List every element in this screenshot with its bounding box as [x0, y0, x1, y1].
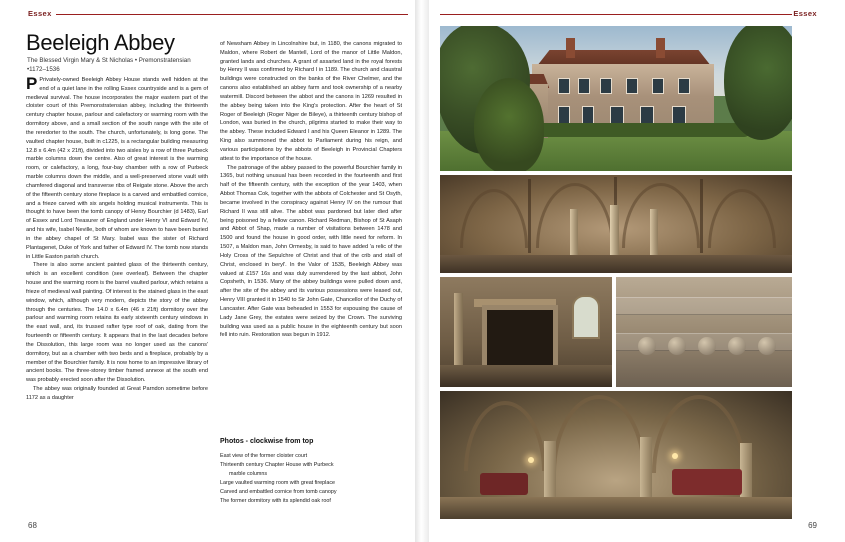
chimney [656, 38, 665, 58]
header-rule-right [440, 14, 792, 15]
carved-angel [638, 337, 656, 355]
window [558, 78, 570, 94]
embattled-cornice-band [616, 297, 792, 315]
window [626, 78, 638, 94]
running-head-left: Essex [28, 9, 52, 18]
purbeck-column [650, 209, 658, 255]
photo-chapter-house-vault [440, 175, 792, 273]
caption-item: The former dormitory with its splendid oak roof [220, 497, 331, 504]
folio-right: 69 [808, 521, 817, 530]
tree [724, 26, 792, 140]
caption-item: Large vaulted warming room with great fireplace [220, 479, 336, 486]
floor [440, 255, 792, 273]
caption-item: Thirteenth century Chapter House with Purbeck [220, 461, 334, 468]
carved-angel [728, 337, 746, 355]
window [640, 106, 654, 124]
floor [440, 497, 792, 519]
paragraph [220, 40, 402, 164]
red-chair [480, 473, 528, 495]
carved-angel [758, 337, 776, 355]
caption-item: East view of the former cloister court [220, 453, 308, 459]
window [558, 106, 570, 124]
stone-background [616, 277, 792, 387]
photo-dormitory-oak-roof [440, 391, 792, 519]
body-column-1 [26, 76, 208, 403]
paragraph-text: There is also some ancient painted glass of the thirteenth century, which is an excellent condition (see overleaf). Between the chapter house and the warming room is the barrel vaulted parlour, which retains a frieze of medieval wall painting. Of interest is the stained glass in the east window, which, although very modern, depicts the story of the abbey through the centuries. The 14.0 x 6.4m (46 x 21ft) dormitory over the parlour and warming room retains its early sixteenth century windows in the east wall, and, its trussed rafter type roof of oak, dating from the fourteenth or fifteenth century. It appears that in the last decades before the Dissolution, this large room was no longer used as the canons' dormitory, but as a chamber with two beds and a fireplace, probably by a member of the Bourchier family. It is now home to an impressive library of ancient books. The three-storey timber framed annexe at the south end was probably erected soon after the Dissolution. [26, 262, 208, 384]
folio-left: 68 [28, 521, 37, 530]
article-subtitle [27, 56, 217, 75]
paragraph-text: The abbey was originally founded at Great Parndon sometime before 1172 as a daughter [26, 385, 208, 401]
lamp [672, 453, 678, 459]
body-column-2 [220, 40, 402, 340]
photo-warming-room-fireplace [440, 277, 612, 387]
carved-angel [698, 337, 716, 355]
subtitle-dates: •1172–1536 [27, 66, 60, 74]
window [582, 106, 594, 124]
purbeck-column [454, 293, 463, 367]
purbeck-column [610, 205, 619, 255]
paragraph [220, 164, 402, 341]
tree [474, 78, 544, 171]
carved-angel [668, 337, 686, 355]
vault-rib [700, 179, 703, 253]
purbeck-column [640, 437, 652, 501]
window [572, 295, 600, 339]
window [678, 78, 690, 94]
window [652, 78, 664, 94]
caption-item: marble columns [229, 470, 268, 477]
photo-exterior-cloister-court [440, 26, 792, 171]
paragraph-text: of Newsham Abbey in Lincolnshire but, in 1180, the canons migrated to Maldon, where Robert de Mantell, Lord of the manor of Little Maldon, granted lands and churches. A grant of assarted land in the royal forests by Henry II was confirmed by Richard I in 1189. The church and claustral buildings were constructed on the banks of the River Chelmer, and the canons also established an abbey farm and took ownership of a nearby watermill. Discord between the abbot and the canons in 1269 resulted in the abbey being taken into the King's protection. After the heart of St Roger of Beeleigh (Roger Niger de Bileye), a thirteenth century bishop of London, was buried in the church, pilgrims started to make their way to the abbey. These included Edward I and his Queen Eleanor in 1289. The King also summoned the abbot to Parliament during his reign, and various participations by the abbots of Beeleigh in Provincial Chapters attest to the importance of the house. [220, 41, 402, 162]
header-rule-left [56, 14, 408, 15]
lamp [528, 457, 534, 463]
caption-item: Carved and embattled cornice from tomb canopy [220, 488, 337, 495]
window [578, 78, 590, 94]
drop-cap: P [26, 74, 38, 93]
captions-list [220, 452, 406, 505]
window [600, 78, 612, 94]
window [672, 106, 686, 124]
running-head-right: Essex [793, 9, 817, 18]
captions-heading: Photos - clockwise from top [220, 438, 314, 445]
purbeck-column [570, 209, 578, 255]
chimney [566, 38, 575, 58]
subtitle-dedication: The Blessed Virgin Mary & St Nicholas • Premonstratensian [27, 57, 191, 64]
paragraph-text: The patronage of the abbey passed to the powerful Bourchier family in 1365, but nothing unusual has been recorded in the fourteenth and first half of the fifteenth century, with the exception of the year 1403, when Abbot Thomas Cok, together with the abbots of Colchester and St Osyth, became involved in the conspiracy against Henry IV on the rumour that Richard II was still alive. The abbot was pardoned but later died after being poisoned by a fellow canon. Richard Redman, Bishop of St Asaph and Abbot of Shap, made a number of visitations between 1478 and 1500 and found the house in good order, with little need for reform. In 1507, a Maldon man, John Ormesby, is said to have added 'a relic of the Holy Cross of the Sepulchre of Christ and that of the crib and stall of Christ, enclosed in beryl'. In the Valor of 1535, Beeleigh Abbey was valued at £157 16s and was duly surrendered by the last abbot, John Copsheth, in 1536. Many of the abbey buildings were pulled down and, after the site of the abbey and its various possessions were leased out, Henry VIII granted it in 1540 to Sir John Gate, Chancellor of the Duchy of Lancaster. After Gate was beheaded in 1553 for espousing the cause of Lady Jane Grey, the estates were seized by the Crown. The surviving building was used as a public house in the eighteenth century but soon fell into ruin. Restoration was begun in 1912. [220, 164, 402, 339]
window [610, 106, 624, 124]
paragraph-text: Privately-owned Beeleigh Abbey House stands well hidden at the end of a quiet lane in the rolling Essex countryside and is a gem of medieval survival. The house incorporates the major eastern part of the cloister court of this Premonstratensian abbey, including the thirteenth century chapter house, parlour and calefactory or warming room with the dormitory above, and a small section of the south range with the site of the reredorter to the south. The church, unfortunately, is long gone. The vaulted chapter house, built in c1225, is a rectangular building measuring 12.8 x 6.4m (42 x 21ft), divided into two aisles by a row of three Purbeck marble columns down the centre. Also of great interest is the warming room, or calefactory, a long, four-bay chamber with a row of Purbeck marble columns down the middle, and a well-preserved stone vault with chamfered diagonal and transverse ribs of Reigate stone. Above the arch of the fifteenth century stone fireplace is a carved and embattled cornice, and a frieze carved with six angels holding musical instruments. This is thought to have been the tomb canopy of Henry Bourchier (d 1483), Earl of Essex and Lord Treasurer of England under Henry VI and Edward IV, and his wife, Isabel Neville, both of whom are known to have been buried in the abbey chapel of St Mary. Isabel was the sister of Richard Plantagenet, Duke of York and father of Edward IV. The tomb now stands in Little Easton parish church. [26, 77, 208, 260]
paragraph [26, 76, 208, 261]
red-sofa [672, 469, 742, 495]
purbeck-column [544, 441, 556, 501]
paragraph [26, 385, 208, 403]
paragraph [26, 261, 208, 385]
page-title: Beeleigh Abbey [26, 30, 175, 55]
floor [440, 365, 612, 387]
vault-rib [528, 179, 531, 253]
photo-carved-cornice [616, 277, 792, 387]
